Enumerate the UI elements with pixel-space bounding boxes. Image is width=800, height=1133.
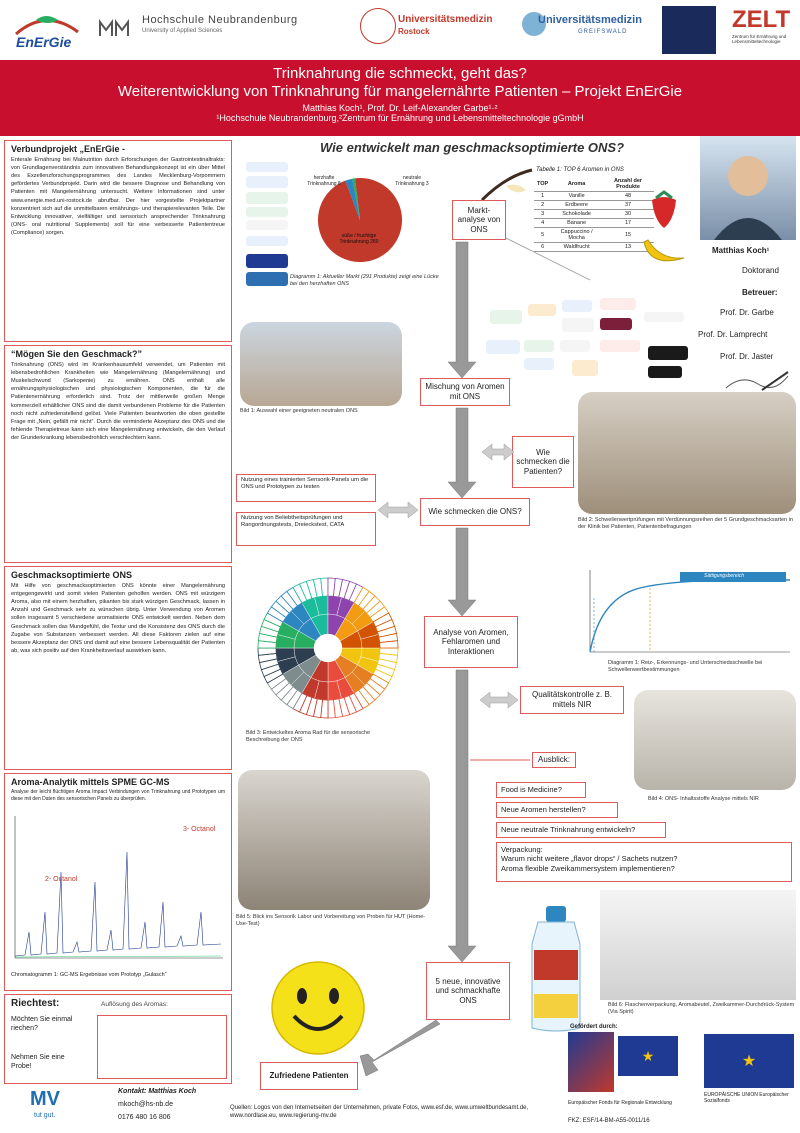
fasster-logo-tile [644,312,684,322]
panel-analytik-body: Analyse der leicht flüchtigen Aroma Impact Verbindungen von Trinknahrung und Prototypen um diese mit den Daten des sensorischen Panels zu überprüfen. [11,789,225,803]
mv-logo-text: MV [30,1088,60,1110]
verpackung-line-2: Aroma flexible Zweikammersystem implementieren? [501,863,675,873]
contact-email[interactable]: mkoch@hs-nb.de [118,1101,173,1108]
bild1-caption: Bild 1: Auswahl einer geeigneten neutralen ONS [240,408,358,414]
top6-cell: 3 [534,210,551,219]
hs-logo-name: Hochschule Neubrandenburg [142,14,298,26]
top6-cell: 17 [602,219,654,228]
center-heading: Wie entwickelt man geschmacksoptimierte ONS? [320,140,625,155]
top6-table [534,177,654,252]
person-photo [700,136,796,240]
brand-logo-tile-9 [524,340,554,352]
photo-threshold-tests [578,392,796,514]
top6-cell: 15 [602,228,654,243]
panel-riechtest [4,994,232,1084]
fresenius-logo-tile [246,192,288,204]
eu-efre-text: Europäischer Fonds für Regionale Entwicklung [568,1100,672,1106]
riechtest-answer-label: Auflösung des Aromas: [101,1001,168,1008]
top6-cell: 6 [534,243,551,252]
threshold-chart-banner: Sättigungsbereich [704,573,745,579]
pie-label-herzhaft: herzhafte Trinknahrung 8 [307,175,341,187]
photo-packaging [600,890,796,1000]
bild6-caption: Bild 6: Flaschenverpackung, Aromabeutel, Zweikammer-Durchdrück-System (Via Spirit) [608,1002,795,1016]
panel-verbundprojekt [4,140,232,342]
beneo-logo-tile [486,340,520,354]
note-sensorik-panel: Nutzung eines trainierten Sensorik-Panels um die ONS und Prototypen zu testen [236,474,376,502]
panel-optimiert-title: Geschmacksoptimierte ONS [11,570,133,580]
top6-cell: Vanille [551,192,602,201]
top6-caption: Tabelle 1: TOP 6 Aromen in ONS [536,167,624,173]
betreuer-1: Prof. Dr. Garbe [720,308,774,317]
aroma-wheel [256,576,400,720]
bild3-caption: Bild 3: Entwickeltes Aroma Rad für die sensorische Beschreibung der ONS [246,730,371,744]
outlook-neue-aromen: Neue Aromen herstellen? [496,802,618,818]
brand-logo-tile-4 [600,298,636,310]
bild4-caption: Bild 4: ONS- Inhaltsstoffe Analyse mittels NIR [648,796,759,802]
hs-logo-mark [98,18,134,38]
mv-map-graphic [568,1032,614,1092]
top6-header-rank: TOP [534,177,551,192]
flow-analyse: Analyse von Aromen, Fehlaromen und Interaktionen [424,616,518,668]
umg-logo-sub: GREIFSWALD [578,29,628,35]
top6-row [534,210,654,219]
eu-esf-text: EUROPÄISCHE UNION Europäischer Sozialfonds [704,1092,789,1104]
betreuer-3: Prof. Dr. Jaster [720,352,774,361]
bell-logo-tile [562,318,594,332]
top6-row [534,192,654,201]
person-silhouette [700,136,796,240]
flow-wie-ons: Wie schmecken die ONS? [420,498,530,526]
panel-optimiert [4,566,232,770]
pie-label-suess: süße / fruchtige Trinknahrung 280 [339,233,379,245]
eu-efre-logo [568,1032,680,1100]
riechtest-q1: Möchten Sie einmal riechen? [11,1016,73,1033]
brand-logo-tile-13 [524,358,554,370]
brand-logo-tile-15 [648,366,682,378]
flow-marktanalyse: Markt-analyse von ONS [452,200,506,240]
brand-logo-tile-11 [600,340,640,352]
umr-logo-sub: Rostock [398,27,430,36]
bild5-caption: Bild 5: Blick ins Sensorik Labor und Vorbereitung von Proben für HUT (Home-Use-Test) [236,914,426,928]
quellen-text: Quellen: Logos von den Internetseiten der Unternehmen, private Fotos, www.esf.de, www.umweltbundesamt.de, www.nordlase.eu, www.regierung-mv.de [230,1105,529,1120]
flow-neue-ons: 5 neue, innovative und schmackhafte ONS [426,962,510,1020]
eu-flag-2: ★ [704,1034,794,1088]
logo-bar [0,0,800,60]
betreuer-2: Prof. Dr. Lamprecht [698,330,768,339]
brand-logo-tile-2 [528,304,556,316]
outlook-neutrale-trinknahrung: Neue neutrale Trinknahrung entwickeln? [496,822,666,838]
top6-row [534,219,654,228]
flow-wie-patienten: Wie schmecken die Patienten? [512,436,574,488]
zelt-logo-sub: Zentrum für Ernährung und Lebensmitteltechnologie [732,34,787,45]
poster-affiliation: ¹Hochschule Neubrandenburg,²Zentrum für Ernährung und Lebensmitteltechnologie gGmbH [216,113,584,123]
brand-logo-tile-7 [600,318,632,330]
panel-analytik [4,773,232,991]
flow-ausblick: Ausblick: [532,752,576,768]
riechtest-q2: Nehmen Sie eine Probe! [11,1054,65,1071]
chromatogram-caption: Chromatogramm 1: GC-MS Ergebnisse vom Prototyp „Gulasch“ [11,972,167,978]
pie-label-neutral: neutrale Trinknahrung 3 [395,175,429,187]
asm-logo-tile [490,310,522,324]
aroma-wheel-center [314,634,342,662]
top6-cell: Cappuccino / Mocha [551,228,602,243]
riechtest-title: Riechtest: [11,998,60,1009]
verpackung-line-1: Warum nicht weitere „flavor drops“ / Sachets nutzen? [501,854,678,864]
photo-ons-bottles [240,322,402,406]
top6-cell: Banane [551,219,602,228]
top6-row [534,201,654,210]
panel-analytik-title: Aroma-Analytik mittels SPME GC-MS [11,777,170,787]
top6-cell: Schokolade [551,210,602,219]
ons-bottle-illustration [524,904,588,1034]
top6-cell: 5 [534,228,551,243]
hs-logo-sub: University of Applied Sciences [142,28,223,34]
bild2-caption: Bild 2: Schwellenwertprüfungen mit Verdünnungsreihen der 5 Grundgeschmacksarten in der Klinik bei Patienten, Patientenbefragungen [578,517,793,531]
zelt-logo-name: ZELT [732,6,791,33]
top6-row [534,243,654,252]
contact-phone: 0176 480 16 806 [118,1114,171,1121]
poster-title-1: Trinknahrung die schmeckt, geht das? [273,65,527,82]
chromatogram [11,812,225,962]
energie-logo-text: EnErGie [16,34,72,50]
top6-header-count: Anzahl der Produkte [602,177,654,192]
energie-logo [6,6,88,52]
umr-seal [360,8,396,44]
top6-cell: 37 [602,201,654,210]
betreuer-label: Betreuer: [742,288,778,297]
banana-illustration [640,236,688,272]
panel-geschmack-body: Trinknahrung (ONS) wird im Krankenhausumfeld verwendet, um Patienten mit lebensbedrohlichen Krankheiten wie Mangelernährung (Mangelernährung) und Muskelschwund (Sarkopenie) zu ernähren. ONS enthält alle ernährungsphysiologischen und physiologischen Komponenten, die für die Patientenernährung erforderlich sind. Trotz der mittlerweile großen Menge kommerziell erhältlicher ONS sind die damit verbundenen Probleme für die Patienten noch nicht zufriedenstellend gelöst. Viele Patienten beantworten die oben gestellte Frage mit „Nein, gefällt mir nicht“. Durch die verminderte Akzeptanz des ONS und die fehlende Therapietreue kann sich eine Mangelernährung entwickeln, die den Verlauf der Grunderkrankung lebensbedrohlich verschlechtern kann. [11,362,225,441]
top6-cell: Waldfrucht [551,243,602,252]
panel-optimiert-body: Mit Hilfe von geschmacksoptimierten ONS könnte einer Mangelernährung entgegengewirkt und somit vielen Patienten geholfen werden. ONS mit würzigem Aroma, also mit einem herzhaften, pikanten bis stark würzigen Geschmack, lassen in Anzahl und Geschmack sehr zu wünschen übrig. Unter Verwendung von Aromen sollen insgesamt 5 verschiedene aromatisierte ONS entwickelt werden. Neben dem Geschmack sollen das Mundgefühl, die Textur und die Konsistenz des ONS durch die Zugabe von Substanzen verbessert werden. All diese Faktoren zielen auf eine bessere Akzeptanz der ONS und damit auf eine bessere Lebensqualität der Patienten ab, was sich positiv auf den Krankheitsverlauf auswirken kann. [11,583,225,654]
uni-greifswald-logo [662,6,716,54]
top6-cell: 1 [534,192,551,201]
note-tests: Nutzung von Beliebtheitsprüfungen und Rangordnungstests, Dreieckstest, CATA [236,512,376,546]
umg-logo-name: Universitätsmedizin [538,14,642,26]
fkz-text: FKZ: ESF/14-BM-A55-0011/16 [568,1118,650,1124]
brand-logo-tile-3 [562,300,592,312]
fresubin-logo-tile [246,236,288,246]
diagram-caption: Diagramm 1: Aktueller Markt (291 Produkte) zeigt eine Lücke bei den herzhaften ONS [290,274,439,288]
top6-cell: 2 [534,201,551,210]
photo-sensory-lab [238,770,430,910]
strawberry-illustration [646,190,682,230]
threshold-chart [580,568,792,656]
label-2-octanol: 2- Octanol [45,876,78,883]
brand-logo-tile-12 [648,346,688,360]
top6-cell: Erdbeere [551,201,602,210]
diagramm2-caption: Diagramm 1: Reiz-, Erkennungs- und Unterschiedsschwelle bei Schwellenwertbestimmungen [608,660,763,674]
flow-zufriedene-patienten: Zufriedene Patienten [260,1062,358,1090]
mv-logo-sub: tut gut. [34,1112,56,1119]
pfrimmer-logo-tile [246,220,288,230]
photo-nir-analysis [634,690,796,790]
top6-cell: 13 [602,243,654,252]
top6-header-aroma: Aroma [551,177,602,192]
signature-pen-icon [722,368,792,392]
panel-verbundprojekt-body: Enterale Ernährung bei Malnutrition durch Erforschungen der Gastrointestinaltrakts: von Grundlagenverständnis zum innovativen Behandlungskonzept ist ein über Mittel des Exzellenzforschungsprogrammes des Landes Mecklenburg-Vorpommern gefördertes Verbundprojekt. Darin wird die bessere Diagnose und Behandlung von Patienten mit Mangelernährung untersucht. Weitere Informationen sind unter www.energie.med.uni-rostock.de abrufbar. Der hier vorgestellte Projektpartner konzentriert sich auf die unmittelbaren ernährungs- und therapierelevanten Teile. Die Entwicklung innovativer, vielfältiger und sensorisch ansprechender Trinknahrung (ONS- oral nutritional Supplements) soll für eine verbesserte Patiententreue (Compliance) sorgen. [11,157,225,236]
label-3-octanol: 3- Octanol [183,826,216,833]
nestle-logo-tile [246,176,288,188]
brand-logo-tile-14 [572,360,598,376]
smiley-face-icon [268,958,368,1058]
riechtest-answer-field[interactable] [97,1015,227,1079]
poster-authors: Matthias Koch¹, Prof. Dr. Leif-Alexander Garbe¹·² [302,103,498,113]
nutricia-logo-tile [246,162,288,172]
outlook-verpackung [496,842,792,882]
panel-geschmack [4,345,232,563]
outlook-food-medicine: Food is Medicine? [496,782,586,798]
verpackung-label: Verpackung: [501,845,543,854]
gefoerdert-label: Gefördert durch: [570,1024,618,1030]
flow-qualitaet: Qualitätskontrolle z. B. mittels NIR [520,686,624,714]
bbraun-logo-tile [246,207,288,217]
top6-row [534,228,654,243]
aldi-logo-tile [246,254,288,268]
title-banner [0,60,800,136]
panel-verbundprojekt-title: Verbundprojekt „EnErGie - [11,144,126,154]
contact-label: Kontakt: Matthias Koch [118,1088,197,1095]
hipp-logo-tile [246,272,288,286]
brand-logo-tile-10 [560,340,590,352]
flow-mischung: Mischung von Aromen mit ONS [420,378,510,406]
eu-flag-1: ★ [618,1036,678,1076]
umr-logo-name: Universitätsmedizin [398,14,493,25]
top6-cell: 48 [602,192,654,201]
person-name: Matthias Koch¹ [712,246,770,255]
person-role: Doktorand [742,266,779,275]
poster-title-2: Weiterentwicklung von Trinknahrung für mangelernährte Patienten – Projekt EnErGie [117,83,683,100]
top6-cell: 30 [602,210,654,219]
top6-cell: 4 [534,219,551,228]
panel-geschmack-title: “Mögen Sie den Geschmack?” [11,349,143,359]
